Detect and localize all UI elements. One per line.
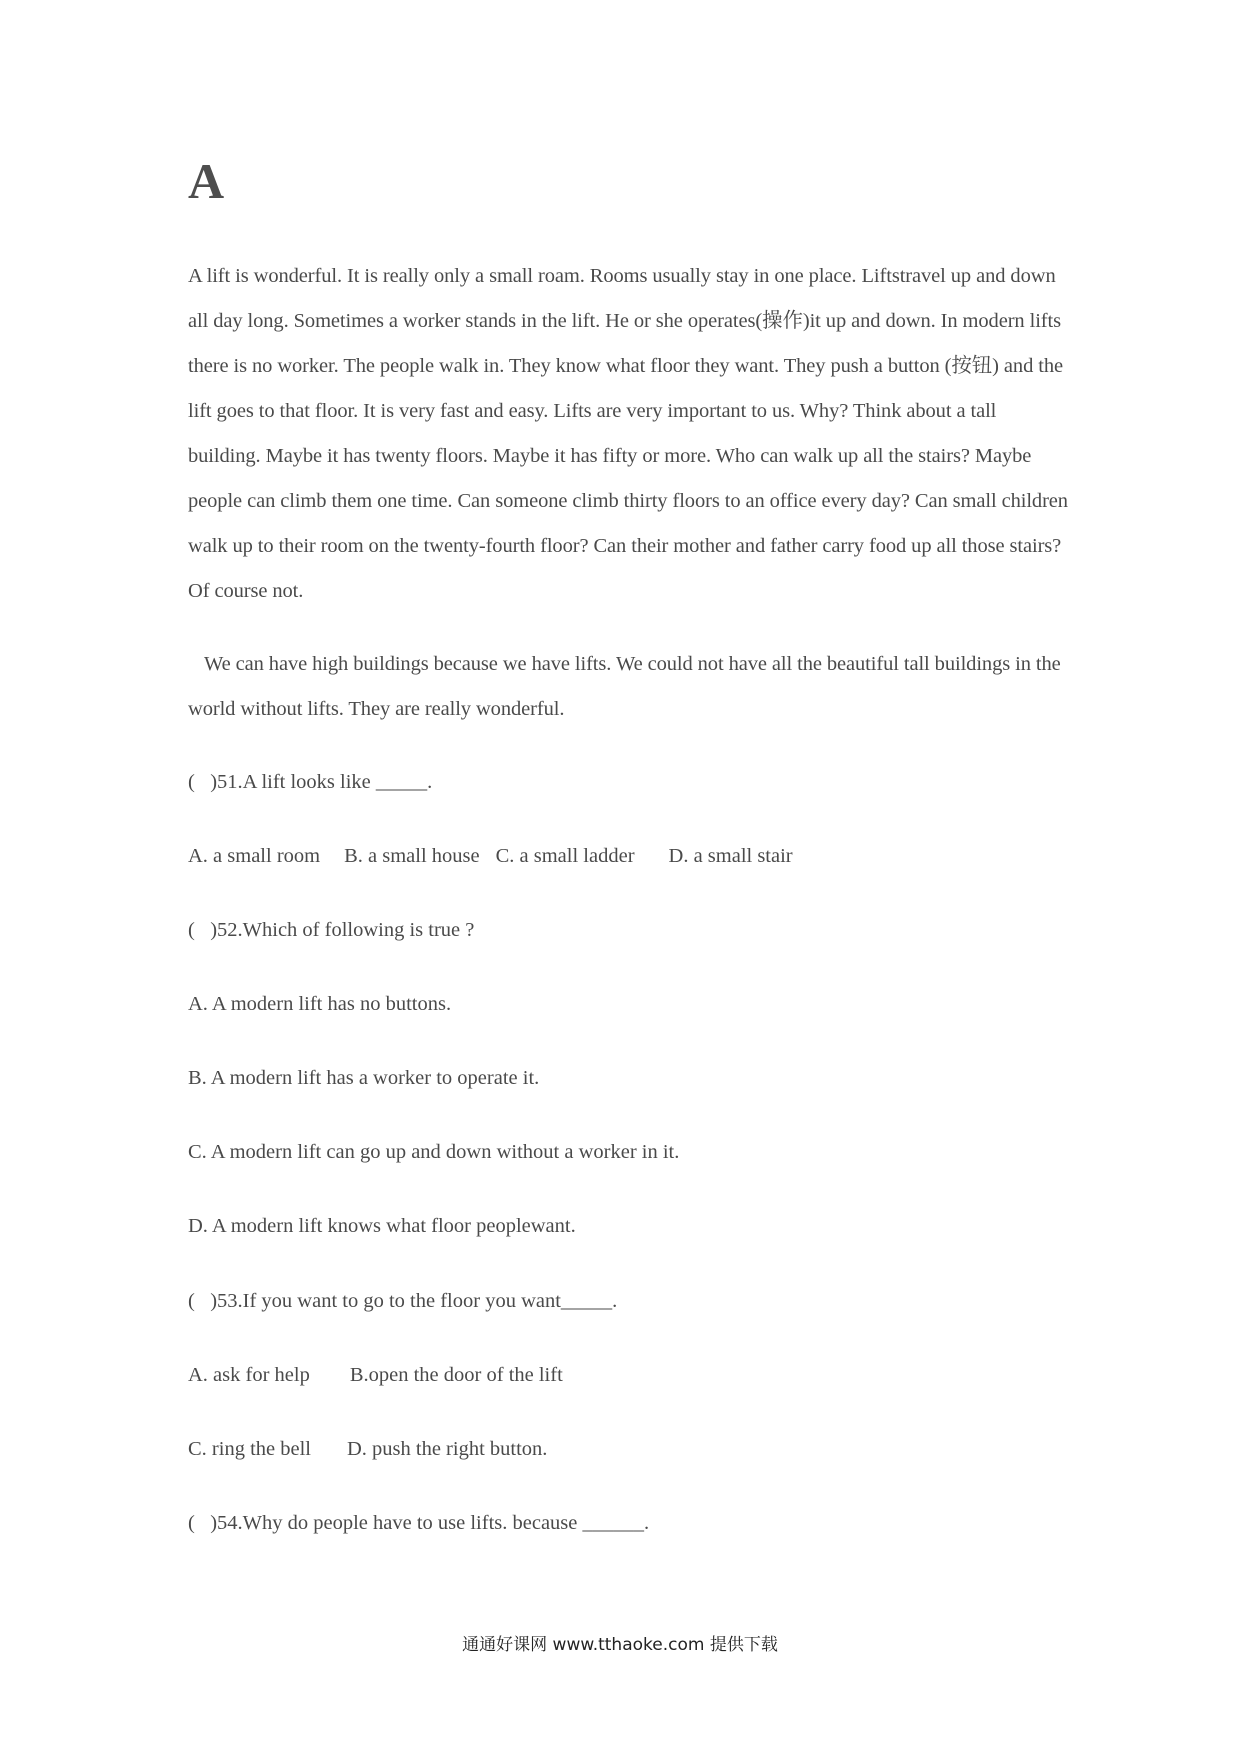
question-53-options-cd <box>188 1436 547 1462</box>
q53-option-a: A. ask for help <box>188 1364 310 1386</box>
question-52-stem: ( )52.Which of following is true ? <box>188 919 475 941</box>
q52-option-c: C. A modern lift can go up and down without a worker in it. <box>188 1141 680 1163</box>
passage-paragraph-2: We can have high buildings because we have lifts. We could not have all the beautiful tall buildings in the world without lifts. They are really wonderful. <box>188 653 1061 720</box>
q52-option-a: A. A modern lift has no buttons. <box>188 993 452 1015</box>
q51-option-d: D. a small stair <box>668 845 793 867</box>
passage-paragraph-1: A lift is wonderful. It is really only a small roam. Rooms usually stay in one place. Liftstravel up and down all day long. Sometimes a worker stands in the lift. He or she operates(操作)it up and down. In modern lifts there is no worker. The people walk in. They know what floor they want. They push a button (按钮) and the lift goes to that floor. It is very fast and easy. Lifts are very important to us. Why? Think about a tall building. Maybe it has twenty floors. Maybe it has fifty or more. Who can walk up all the stairs? Maybe people can climb them one time. Can someone climb thirty floors to an office every day? Can small children walk up to their room on the twenty-fourth floor? Can their mother and father carry food up all those stairs? Of course not. <box>188 265 1068 602</box>
section-heading: A <box>188 153 225 209</box>
q51-option-b: B. a small house <box>344 845 480 867</box>
q52-option-d: D. A modern lift knows what floor peoplewant. <box>188 1215 576 1237</box>
question-53-stem: ( )53.If you want to go to the floor you want_____. <box>188 1290 618 1312</box>
q53-option-d: D. push the right button. <box>346 1438 548 1460</box>
page-footer: 通通好课网 www.tthaoke.com 提供下载 <box>462 1635 778 1655</box>
q53-option-b: B.open the door of the lift <box>349 1364 563 1386</box>
q51-option-c: C. a small ladder <box>495 845 635 867</box>
q51-option-a: A. a small room <box>188 845 321 867</box>
q52-option-b: B. A modern lift has a worker to operate it. <box>188 1067 540 1089</box>
question-51-options <box>188 843 793 869</box>
question-51-stem: ( )51.A lift looks like _____. <box>188 771 433 793</box>
question-54-stem: ( )54.Why do people have to use lifts. because ______. <box>188 1512 650 1534</box>
q53-option-c: C. ring the bell <box>188 1438 311 1460</box>
question-53-options-ab <box>188 1362 563 1388</box>
